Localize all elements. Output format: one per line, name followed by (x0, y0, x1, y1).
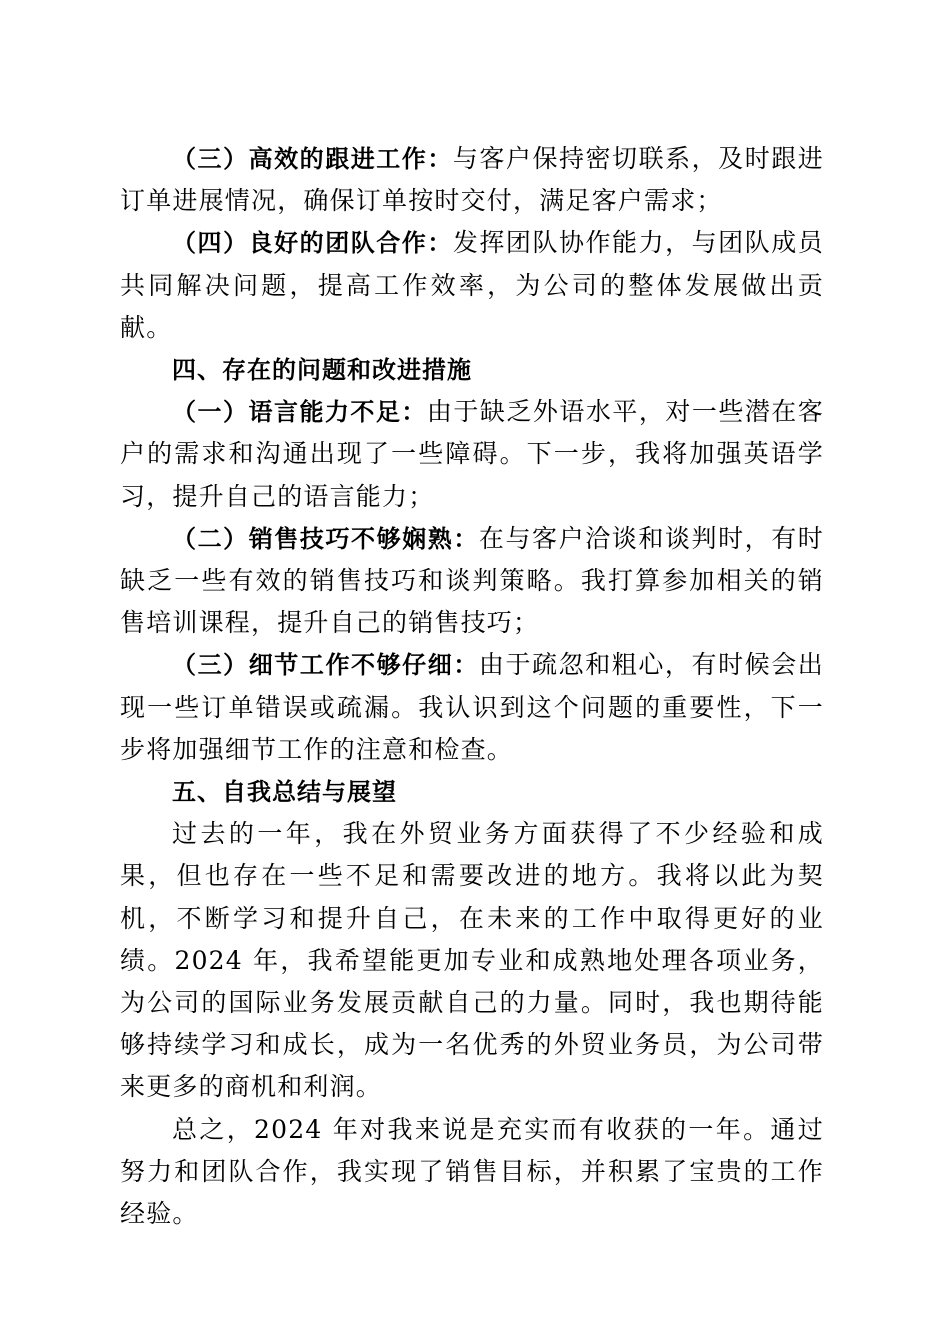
item-text: 由于缺乏外语水平，对一些潜在客户的需求和沟通出现了一些障碍。下一步，我将加强英语学习，提升自己的语言能力； (120, 397, 824, 511)
item-sales-skills (120, 518, 824, 645)
section-heading-summary: 五、自我总结与展望 (172, 778, 397, 807)
item-lead: （二）销售技巧不够娴熟： (172, 524, 479, 553)
section-heading-problems: 四、存在的问题和改进措施 (172, 356, 472, 385)
item-followup-work (120, 138, 824, 222)
item-lead: （三）细节工作不够仔细： (172, 651, 479, 680)
item-lead: （四）良好的团队合作： (172, 229, 453, 258)
paragraph-conclusion: 总之，2024 年对我来说是充实而有收获的一年。通过努力和团队合作，我实现了销售目标，并积累了宝贵的工作经验。 (120, 1114, 824, 1229)
document-body (120, 138, 824, 1235)
item-text: 由于疏忽和粗心，有时候会出现一些订单错误或疏漏。我认识到这个问题的重要性，下一步将加强细节工作的注意和检查。 (120, 650, 824, 764)
item-text: 发挥团队协作能力，与团队成员共同解决问题，提高工作效率，为公司的整体发展做出贡献。 (120, 228, 824, 342)
item-teamwork (120, 222, 824, 349)
item-detail-work (120, 644, 824, 771)
item-lead: （三）高效的跟进工作： (172, 145, 453, 173)
paragraph-review: 过去的一年，我在外贸业务方面获得了不少经验和成果，但也存在一些不足和需要改进的地方。我将以此为契机，不断学习和提升自己，在未来的工作中取得更好的业绩。2024 年，我希望能更加专业和成熟地处理各项业务，为公司的国际业务发展贡献自己的力量。同时，我也期待能够持续学习和成长，成为一名优秀的外贸业务员，为公司带来更多的商机和利润。 (120, 819, 824, 1102)
item-text: 在与客户洽谈和谈判时，有时缺乏一些有效的销售技巧和谈判策略。我打算参加相关的销售培训课程，提升自己的销售技巧； (120, 523, 824, 638)
item-text: 与客户保持密切联系，及时跟进订单进展情况，确保订单按时交付，满足客户需求； (120, 144, 824, 216)
item-lead: （一）语言能力不足： (172, 398, 427, 427)
item-language-ability (120, 391, 824, 518)
